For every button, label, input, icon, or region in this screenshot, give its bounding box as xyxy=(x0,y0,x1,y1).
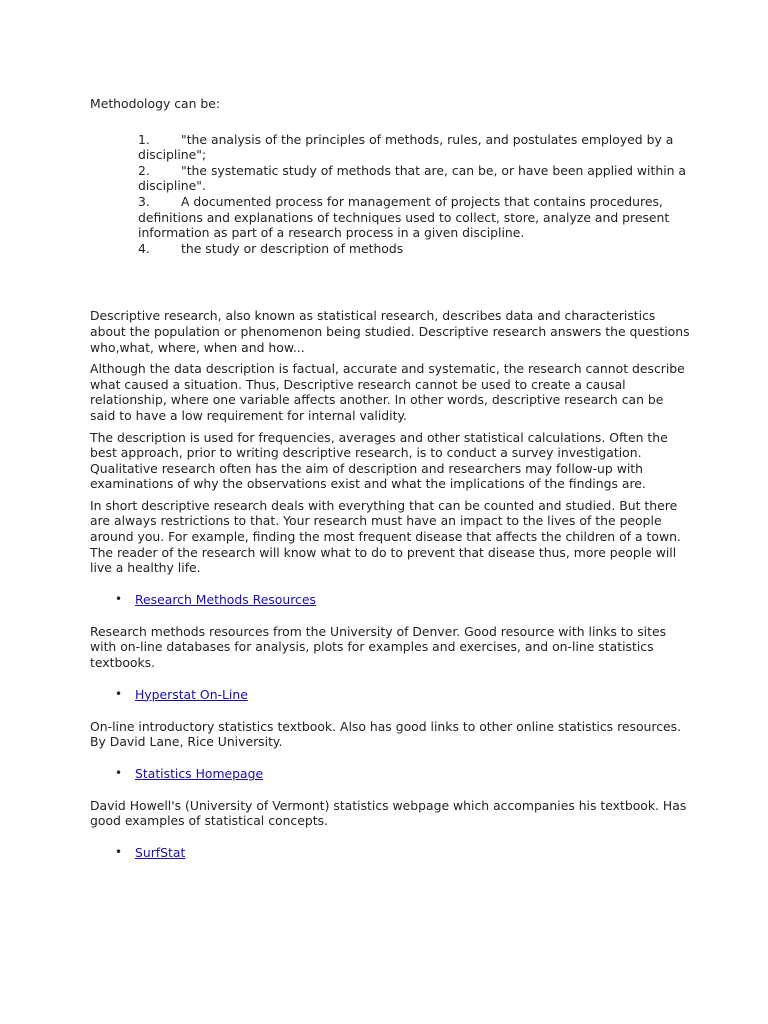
resource-bullet xyxy=(90,845,690,861)
resource-description: On-line introductory statistics textbook. Also has good links to other online statistics resources. By David Lane, Rice University. xyxy=(90,718,682,750)
research-methods-resources-link[interactable]: Research Methods Resources xyxy=(135,591,316,607)
resource-description: David Howell's (University of Vermont) statistics webpage which accompanies his textbook. Has good examples of statistical concepts. xyxy=(90,797,687,829)
methodology-intro: Methodology can be: xyxy=(90,96,221,111)
methodology-item xyxy=(138,132,690,163)
document-body xyxy=(90,96,690,877)
hyperstat-online-link[interactable]: Hyperstat On-Line xyxy=(135,686,248,702)
bullet-icon: • xyxy=(115,591,123,606)
methodology-item xyxy=(138,194,690,241)
paragraph-descriptive-research: Descriptive research, also known as statistical research, describes data and characteristics about the population or phenomenon being studied. Descriptive research answers the questions who,what, where, when and how... xyxy=(90,308,690,355)
item-number: 4. xyxy=(138,240,150,256)
statistics-homepage-link[interactable]: Statistics Homepage xyxy=(135,765,264,781)
bullet-icon: • xyxy=(115,686,123,701)
methodology-item xyxy=(138,163,690,194)
item-number: 3. xyxy=(138,193,150,209)
item-text: "the systematic study of methods that are, can be, or have been applied within a discipline". xyxy=(138,162,687,194)
item-text: "the analysis of the principles of methods, rules, and postulates employed by a discipline"; xyxy=(138,131,674,163)
item-number: 1. xyxy=(138,131,150,147)
methodology-list xyxy=(138,132,690,257)
paragraph-description-uses: The description is used for frequencies, averages and other statistical calculations. Often the best approach, prior to writing descriptive research, is to conduct a survey investigation. Qualitative research often has the aim of description and researchers may follow-up with examinations of why the observations exist and what the implications of the findings are. xyxy=(90,429,668,492)
paragraph-in-short: In short descriptive research deals with everything that can be counted and studied. But there are always restrictions to that. Your research must have an impact to the lives of the people around you. For example, finding the most frequent disease that affects the children of a town. The reader of the research will know what to do to prevent that disease thus, more people will live a healthy life. xyxy=(90,497,681,576)
resource-description: Research methods resources from the University of Denver. Good resource with links to sites with on-line databases for analysis, plots for examples and exercises, and on-line statistics textbooks. xyxy=(90,623,667,671)
surfstat-link[interactable]: SurfStat xyxy=(135,845,186,860)
bullet-icon: • xyxy=(115,765,123,780)
resource-bullet xyxy=(90,592,690,608)
paragraph-data-description: Although the data description is factual, accurate and systematic, the research cannot describe what caused a situation. Thus, Descriptive research cannot be used to create a causal relationship, where one variable affects another. In other words, descriptive research can be said to have a low requirement for internal validity. xyxy=(90,361,685,423)
item-text: the study or description of methods xyxy=(181,240,404,256)
bullet-icon: • xyxy=(115,845,123,859)
methodology-item xyxy=(138,241,690,257)
resource-bullet xyxy=(90,766,690,782)
spacer xyxy=(90,256,690,308)
item-number: 2. xyxy=(138,162,150,178)
resource-bullet xyxy=(90,687,690,703)
item-text: A documented process for management of projects that contains procedures, definitions and explanations of techniques used to collect, store, analyze and present information as part of a research process in a given discipline. xyxy=(138,193,670,241)
